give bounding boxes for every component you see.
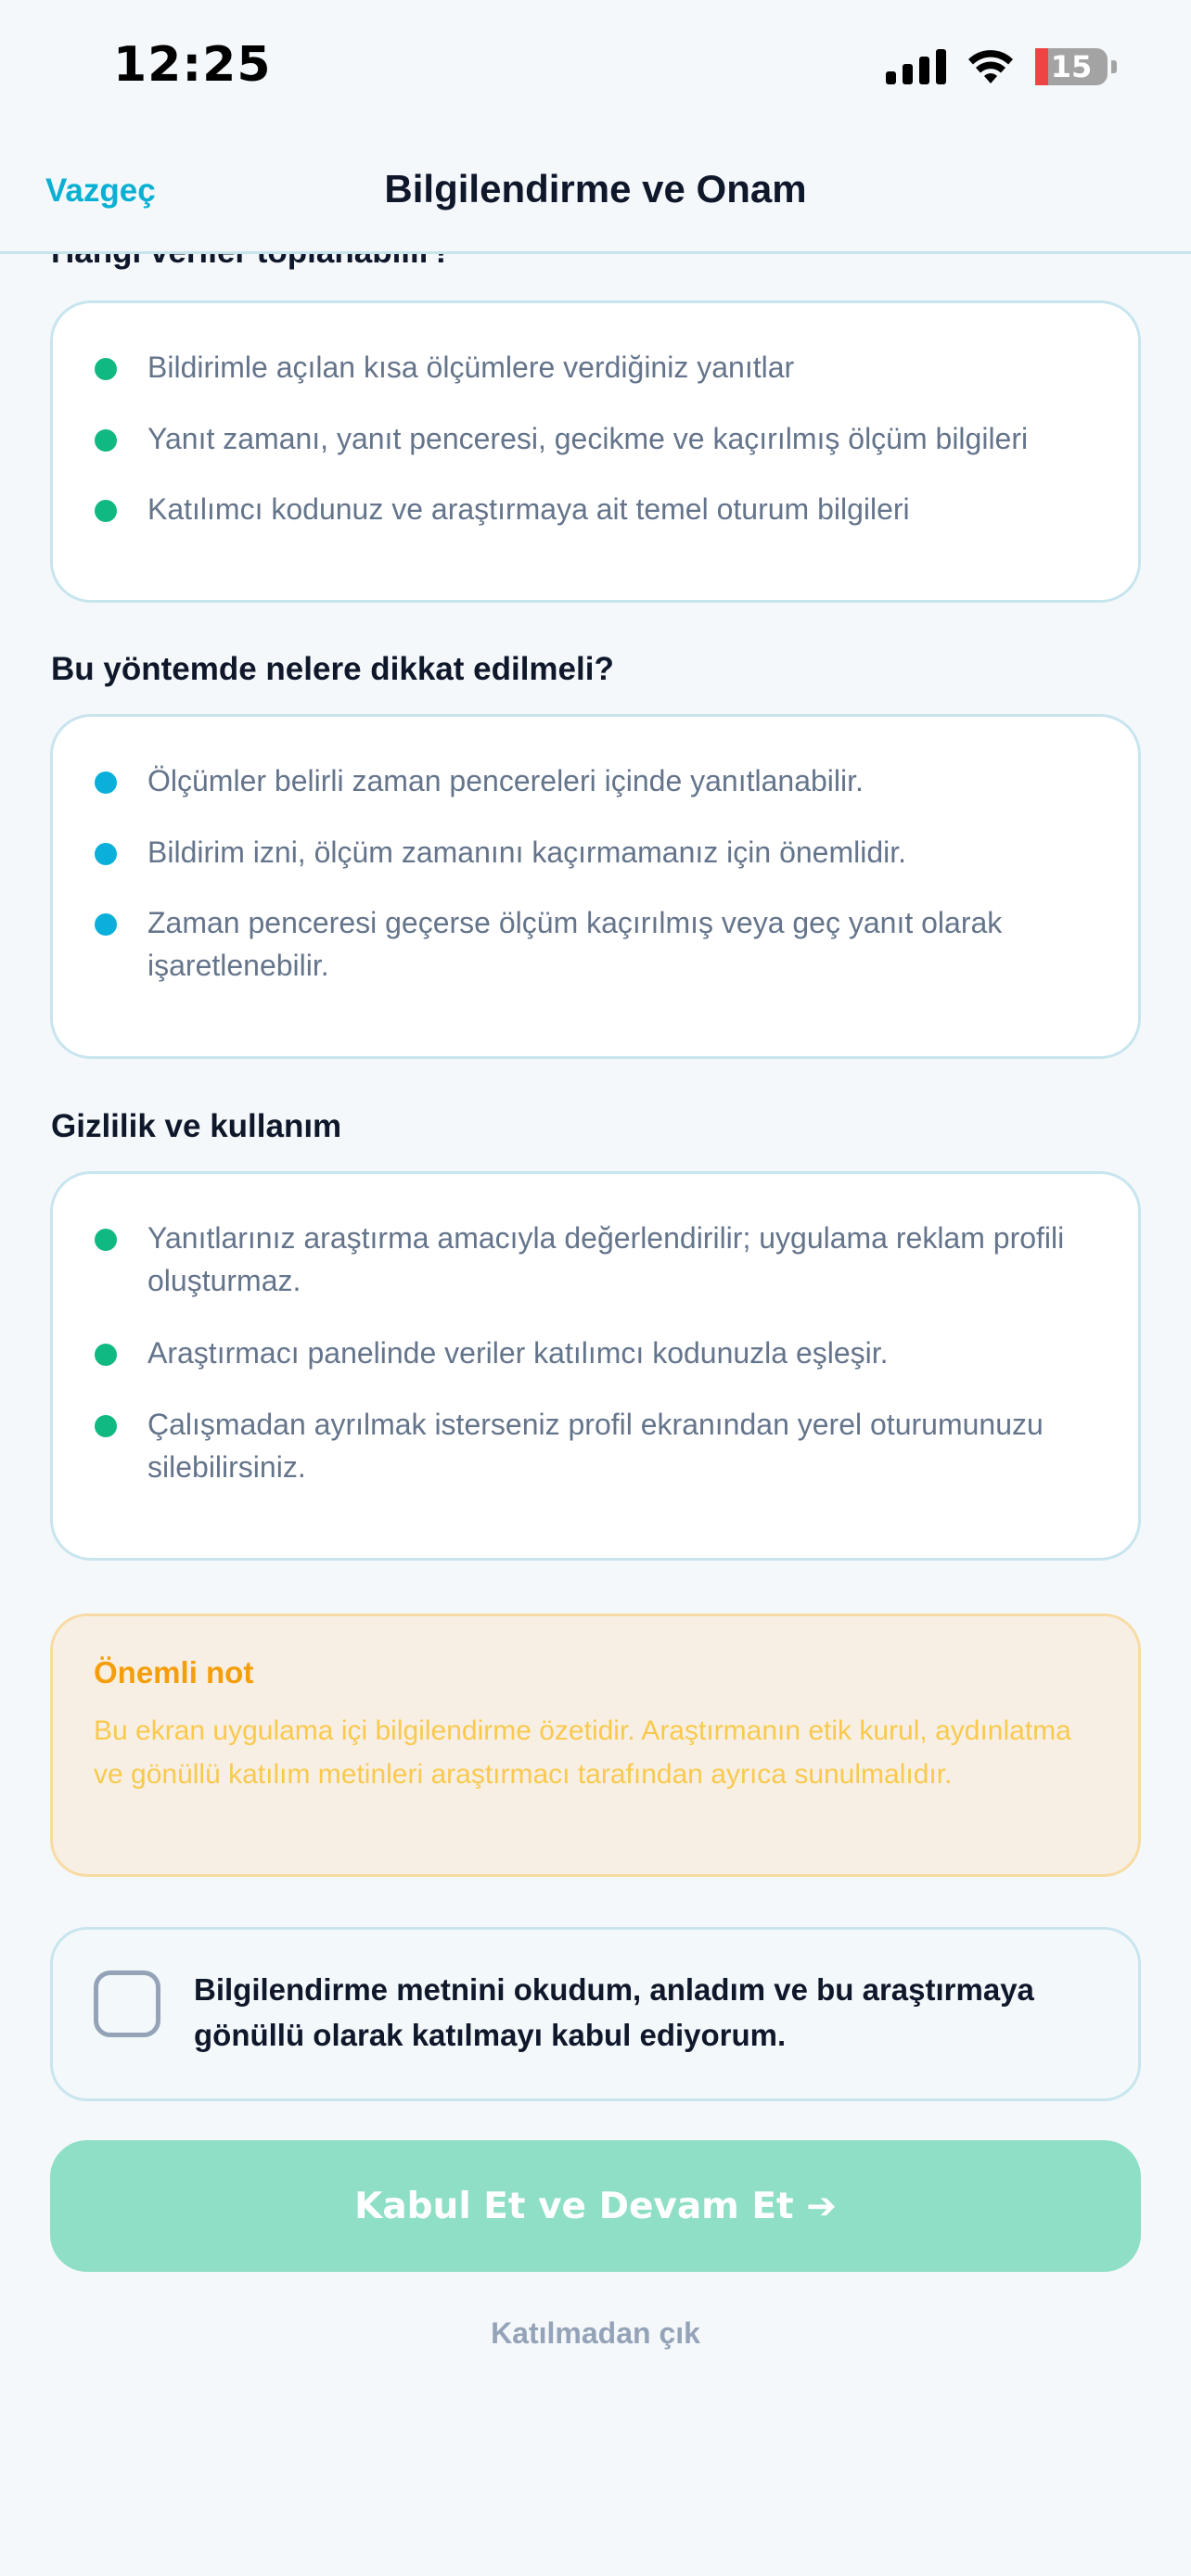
consent-checkbox-row[interactable]	[50, 1927, 1141, 2101]
battery-icon	[1035, 48, 1108, 85]
bullet-dot-icon	[95, 358, 117, 380]
section-title-considerations: Bu yöntemde nelere dikkat edilmeli?	[51, 651, 614, 687]
list-item: Ölçümler belirli zaman pencereleri içinde yanıtlanabilir.	[95, 759, 1101, 802]
consent-text[interactable]: Bilgilendirme metnini okudum, anladım ve bu araştırmaya gönüllü olarak katılmayı kabul ediyorum.	[194, 1972, 1034, 2052]
exit-without-joining-link[interactable]: Katılmadan çık	[491, 2316, 700, 2350]
considerations-card	[50, 714, 1141, 1059]
note-title: Önemli not	[94, 1655, 254, 1690]
accept-continue-button[interactable]: Kabul Et ve Devam Et ➔	[50, 2140, 1141, 2272]
status-bar	[0, 0, 1191, 139]
bullet-dot-icon	[95, 500, 117, 522]
battery-level: 15	[1050, 49, 1093, 84]
status-time: 12:25	[113, 37, 272, 93]
section-title-privacy: Gizlilik ve kullanım	[51, 1108, 342, 1144]
list-item: Yanıtlarınız araştırma amacıyla değerlendirilir; uygulama reklam profili oluşturmaz.	[95, 1217, 1101, 1302]
cancel-button[interactable]: Vazgeç	[45, 172, 156, 209]
list-item: Çalışmadan ayrılmak isterseniz profil ekranından yerel oturumunuzu silebilirsiniz.	[95, 1403, 1101, 1488]
list-item: Bildirimle açılan kısa ölçümlere verdiğiniz yanıtlar	[95, 346, 1101, 389]
list-item: Yanıt zamanı, yanıt penceresi, gecikme ve kaçırılmış ölçüm bilgileri	[95, 417, 1101, 460]
list-item: Katılımcı kodunuz ve araştırmaya ait temel oturum bilgileri	[95, 488, 1101, 530]
navigation-bar	[0, 139, 1191, 254]
battery-tip	[1111, 60, 1117, 73]
scroll-content[interactable]	[0, 254, 1191, 2576]
bullet-dot-icon	[95, 1344, 117, 1366]
bullet-dot-icon	[95, 843, 117, 865]
important-note-box	[50, 1613, 1141, 1877]
bullet-dot-icon	[95, 429, 117, 452]
privacy-card	[50, 1171, 1141, 1561]
bullet-dot-icon	[95, 1415, 117, 1437]
list-item: Araştırmacı panelinde veriler katılımcı kodunuzla eşleşir.	[95, 1332, 1101, 1374]
status-icons	[886, 48, 1117, 85]
consent-checkbox[interactable]	[94, 1970, 160, 2037]
list-item: Bildirim izni, ölçüm zamanını kaçırmamanız için önemlidir.	[95, 831, 1101, 874]
bullet-dot-icon	[95, 1229, 117, 1251]
wifi-icon	[967, 48, 1015, 85]
bullet-dot-icon	[95, 913, 117, 936]
note-text: Bu ekran uygulama içi bilgilendirme özetidir. Araştırmanın etik kurul, aydınlatma ve gönüllü katılım metinleri araştırmacı tarafından ayrıca sunulmalıdır.	[94, 1715, 1071, 1790]
page-title: Bilgilendirme ve Onam	[384, 167, 807, 210]
bullet-dot-icon	[95, 772, 117, 794]
list-item: Zaman penceresi geçerse ölçüm kaçırılmış veya geç yanıt olarak işaretlenebilir.	[95, 901, 1101, 987]
collected-data-card	[50, 300, 1141, 603]
cellular-signal-icon	[886, 49, 946, 84]
